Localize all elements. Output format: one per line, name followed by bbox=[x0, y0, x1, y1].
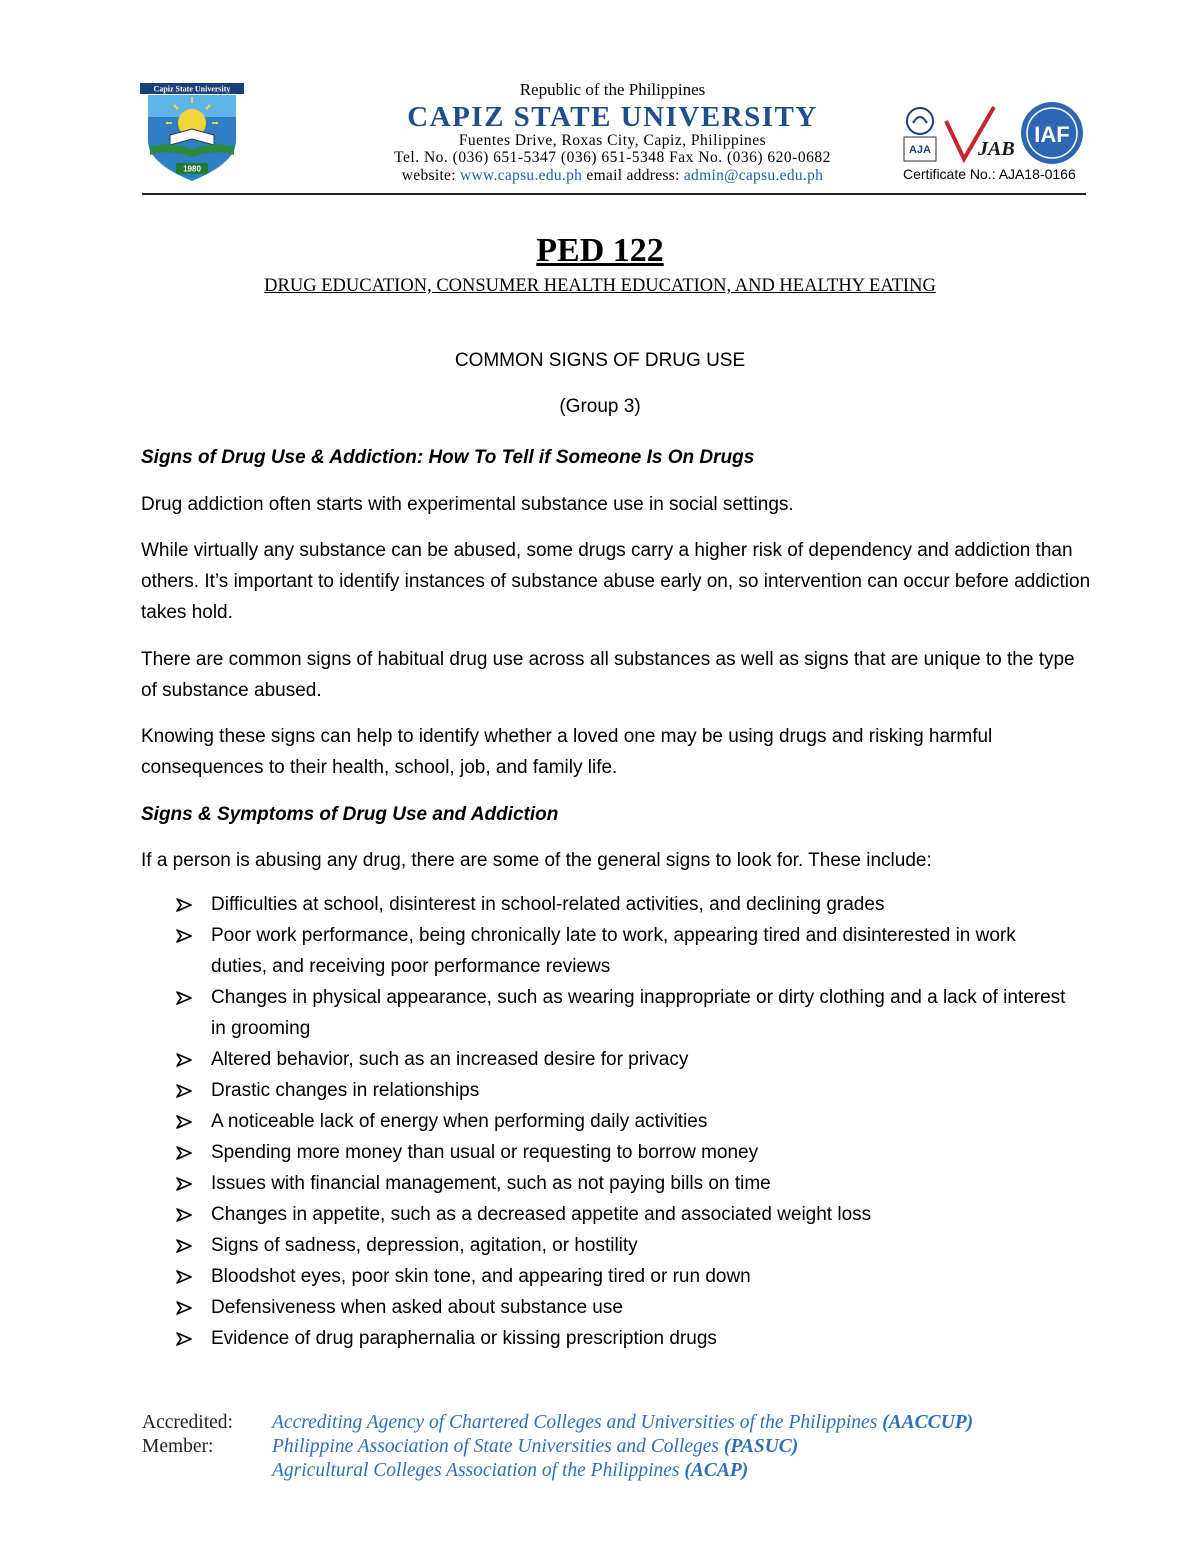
sign-item bbox=[176, 1261, 1076, 1292]
arrow-bullet-icon bbox=[176, 1177, 192, 1191]
member-acap bbox=[272, 1460, 748, 1482]
acap-acronym: (ACAP) bbox=[684, 1460, 749, 1481]
paragraph-knowing-signs: Knowing these signs can help to identify whether a loved one may be using drugs and risking harmful consequences to their health, school, job, and family life. bbox=[141, 726, 993, 778]
sign-item-text: Changes in physical appearance, such as wearing inappropriate or dirty clothing and a lack of interest in grooming bbox=[211, 987, 1066, 1039]
sign-item-text: Poor work performance, being chronically late to work, appearing tired and disinterested in work duties, and receiving poor performance reviews bbox=[211, 925, 1016, 977]
arrow-bullet-icon bbox=[176, 898, 192, 912]
sign-item-text: Difficulties at school, disinterest in school-related activities, and declining grades bbox=[211, 894, 885, 915]
sign-item-text: Spending more money than usual or requesting to borrow money bbox=[211, 1142, 759, 1163]
paragraph-common-signs: There are common signs of habitual drug use across all substances as well as signs that are unique to the type of substance abused. bbox=[141, 649, 1075, 701]
paragraph-intro: Drug addiction often starts with experimental substance use in social settings. bbox=[141, 494, 794, 515]
certificate-number: Certificate No.: AJA18-0166 bbox=[903, 166, 1076, 182]
member-label: Member: bbox=[142, 1436, 214, 1457]
sign-item-text: Evidence of drug paraphernalia or kissing prescription drugs bbox=[211, 1328, 717, 1349]
contact-line bbox=[345, 167, 880, 185]
arrow-bullet-icon bbox=[176, 1270, 192, 1284]
email-label: email address: bbox=[586, 167, 680, 184]
pasuc-acronym: (PASUC) bbox=[723, 1436, 799, 1457]
university-name: CAPIZ STATE UNIVERSITY bbox=[407, 101, 818, 133]
paragraph-general-signs: If a person is abusing any drug, there are some of the general signs to look for. These include: bbox=[141, 850, 932, 871]
university-address: Fuentes Drive, Roxas City, Capiz, Philippines bbox=[458, 132, 767, 149]
aja-logo bbox=[904, 108, 936, 161]
pasuc-name: Philippine Association of State Universities and Colleges bbox=[272, 1436, 720, 1457]
sign-item bbox=[176, 1106, 1076, 1137]
paragraph-risk: While virtually any substance can be abused, some drugs carry a higher risk of dependency and addiction than others. It’s important to identify instances of substance abuse early on, so intervention can occur before addiction takes hold. bbox=[141, 540, 1091, 623]
sign-item bbox=[176, 1230, 1076, 1261]
sign-item bbox=[176, 982, 1076, 1044]
aaccup-acronym: (AACCUP) bbox=[882, 1412, 974, 1433]
sign-item bbox=[176, 920, 1076, 982]
aaccup-name: Accrediting Agency of Chartered Colleges and Universities of the Philippines bbox=[272, 1412, 878, 1433]
arrow-bullet-icon bbox=[176, 1053, 192, 1067]
sign-item bbox=[176, 889, 1076, 920]
arrow-bullet-icon bbox=[176, 1332, 192, 1346]
sign-item-text: Altered behavior, such as an increased desire for privacy bbox=[211, 1049, 689, 1070]
arrow-bullet-icon bbox=[176, 1084, 192, 1098]
iaf-logo bbox=[1021, 102, 1083, 164]
sign-item-text: Changes in appetite, such as a decreased appetite and associated weight loss bbox=[211, 1204, 872, 1225]
svg-text:AJA: AJA bbox=[908, 144, 932, 156]
accreditor-aaccup bbox=[272, 1412, 973, 1434]
arrow-bullet-icon bbox=[176, 1208, 192, 1222]
section-heading-signs: Signs of Drug Use & Addiction: How To Tell if Someone Is On Drugs bbox=[141, 447, 755, 468]
republic-line: Republic of the Philippines bbox=[519, 80, 706, 99]
sign-item bbox=[176, 1168, 1076, 1199]
sign-item bbox=[176, 1044, 1076, 1075]
sign-item bbox=[176, 1292, 1076, 1323]
arrow-bullet-icon bbox=[176, 991, 192, 1005]
sign-item bbox=[176, 1199, 1076, 1230]
member-pasuc bbox=[272, 1436, 798, 1458]
acap-name: Agricultural Colleges Association of the Philippines bbox=[272, 1460, 680, 1481]
sign-item bbox=[176, 1323, 1076, 1354]
arrow-bullet-icon bbox=[176, 1146, 192, 1160]
sign-item bbox=[176, 1075, 1076, 1106]
sign-item bbox=[176, 1137, 1076, 1168]
sign-item-text: Signs of sadness, depression, agitation, or hostility bbox=[211, 1235, 638, 1256]
university-phone: Tel. No. (036) 651-5347 (036) 651-5348 Fax No. (036) 620-0682 bbox=[394, 149, 831, 166]
sign-item-text: A noticeable lack of energy when performing daily activities bbox=[211, 1111, 708, 1132]
course-code: PED 122 bbox=[536, 232, 664, 269]
group-label: (Group 3) bbox=[559, 396, 641, 417]
arrow-bullet-icon bbox=[176, 1301, 192, 1315]
website-link[interactable]: www.capsu.edu.ph bbox=[460, 167, 583, 184]
svg-text:IAF: IAF bbox=[1034, 122, 1070, 147]
section-heading-symptoms: Signs & Symptoms of Drug Use and Addiction bbox=[141, 804, 559, 825]
website-label: website: bbox=[401, 167, 456, 184]
email-link[interactable]: admin@capsu.edu.ph bbox=[683, 167, 824, 184]
certification-logos bbox=[902, 101, 1092, 165]
header-divider bbox=[142, 193, 1086, 195]
logo-year-text: 1980 bbox=[183, 164, 201, 174]
topic-title: COMMON SIGNS OF DRUG USE bbox=[454, 350, 746, 371]
accredited-label: Accredited: bbox=[142, 1412, 233, 1433]
sign-item-text: Drastic changes in relationships bbox=[211, 1080, 480, 1101]
jab-logo bbox=[946, 107, 1015, 160]
svg-text:JAB: JAB bbox=[978, 138, 1015, 160]
university-logo bbox=[140, 83, 244, 183]
sign-item-text: Defensiveness when asked about substance use bbox=[211, 1297, 623, 1318]
sign-item-text: Bloodshot eyes, poor skin tone, and appearing tired or run down bbox=[211, 1266, 751, 1287]
sign-item-text: Issues with financial management, such as not paying bills on time bbox=[211, 1173, 771, 1194]
course-title: DRUG EDUCATION, CONSUMER HEALTH EDUCATION, AND HEALTHY EATING bbox=[264, 276, 936, 296]
arrow-bullet-icon bbox=[176, 929, 192, 943]
logo-banner-text: Capiz State University bbox=[153, 84, 231, 94]
arrow-bullet-icon bbox=[176, 1115, 192, 1129]
signs-list bbox=[176, 889, 1076, 1354]
arrow-bullet-icon bbox=[176, 1239, 192, 1253]
